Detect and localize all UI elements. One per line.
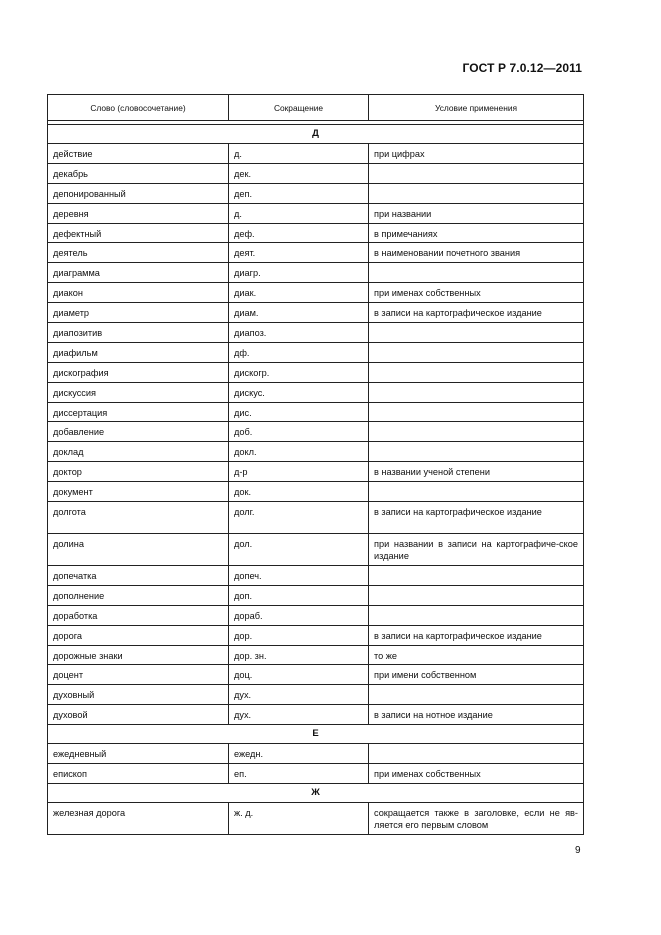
condition-cell — [369, 342, 584, 362]
section-letter-row — [48, 725, 584, 744]
abbreviation-cell: докл. — [229, 442, 369, 462]
word-cell: дополнение — [48, 585, 229, 605]
abbreviation-cell: диак. — [229, 283, 369, 303]
word-cell: железная дорога — [48, 802, 229, 834]
word-cell: духовный — [48, 685, 229, 705]
condition-cell: в наименовании почетного звания — [369, 243, 584, 263]
abbreviation-cell: дораб. — [229, 605, 369, 625]
table-row — [48, 605, 584, 625]
table-row — [48, 802, 584, 834]
table-row — [48, 625, 584, 645]
condition-cell: в записи на картографическое издание — [369, 625, 584, 645]
abbreviation-cell: д. — [229, 203, 369, 223]
table-row — [48, 482, 584, 502]
condition-cell: при названии в записи на картографиче-ское издание — [369, 534, 584, 566]
word-cell: дорожные знаки — [48, 645, 229, 665]
word-cell: дефектный — [48, 223, 229, 243]
table-row — [48, 645, 584, 665]
condition-cell: сокращается также в заголовке, если не яв-ляется его первым словом — [369, 802, 584, 834]
abbreviation-cell: д-р — [229, 462, 369, 482]
table-row — [48, 144, 584, 164]
condition-cell — [369, 323, 584, 343]
condition-cell — [369, 605, 584, 625]
abbreviation-cell: дух. — [229, 705, 369, 725]
word-cell: добавление — [48, 422, 229, 442]
abbreviation-cell: доп. — [229, 585, 369, 605]
abbreviation-cell: деф. — [229, 223, 369, 243]
abbreviation-table — [47, 94, 584, 835]
table-row — [48, 203, 584, 223]
abbreviation-cell: дух. — [229, 685, 369, 705]
abbreviation-cell: дискогр. — [229, 362, 369, 382]
condition-cell — [369, 442, 584, 462]
abbreviation-cell: дф. — [229, 342, 369, 362]
table-row — [48, 243, 584, 263]
word-cell: дискография — [48, 362, 229, 382]
table-row — [48, 442, 584, 462]
word-cell: диакон — [48, 283, 229, 303]
section-letter-row — [48, 783, 584, 802]
condition-cell — [369, 402, 584, 422]
condition-cell — [369, 263, 584, 283]
word-cell: диссертация — [48, 402, 229, 422]
table-row — [48, 705, 584, 725]
abbreviation-cell: дор. зн. — [229, 645, 369, 665]
table-row — [48, 585, 584, 605]
condition-cell: в записи на картографическое издание — [369, 303, 584, 323]
word-cell: диаметр — [48, 303, 229, 323]
abbreviation-cell: деп. — [229, 183, 369, 203]
word-cell: депонированный — [48, 183, 229, 203]
abbreviation-cell: доб. — [229, 422, 369, 442]
abbreviation-cell: допеч. — [229, 566, 369, 586]
condition-cell: при имени собственном — [369, 665, 584, 685]
condition-cell: в записи на картографическое издание — [369, 502, 584, 534]
abbreviation-cell: д. — [229, 144, 369, 164]
document-code: ГОСТ Р 7.0.12—2011 — [462, 61, 582, 75]
condition-cell: при именах собственных — [369, 764, 584, 784]
word-cell: доклад — [48, 442, 229, 462]
word-cell: долгота — [48, 502, 229, 534]
table-row — [48, 382, 584, 402]
condition-cell — [369, 585, 584, 605]
table-row — [48, 323, 584, 343]
word-cell: документ — [48, 482, 229, 502]
table-row — [48, 685, 584, 705]
abbreviation-cell: дек. — [229, 163, 369, 183]
table-body — [48, 121, 584, 835]
condition-cell: в записи на нотное издание — [369, 705, 584, 725]
table-row — [48, 163, 584, 183]
word-cell: диаграмма — [48, 263, 229, 283]
word-cell: доктор — [48, 462, 229, 482]
word-cell: ежедневный — [48, 744, 229, 764]
table-row — [48, 362, 584, 382]
section-letter: Е — [48, 725, 584, 744]
condition-cell: при цифрах — [369, 144, 584, 164]
condition-cell — [369, 362, 584, 382]
table-row — [48, 502, 584, 534]
condition-cell: при именах собственных — [369, 283, 584, 303]
word-cell: декабрь — [48, 163, 229, 183]
condition-cell: то же — [369, 645, 584, 665]
abbreviation-cell: еп. — [229, 764, 369, 784]
condition-cell — [369, 566, 584, 586]
word-cell: действие — [48, 144, 229, 164]
word-cell: деятель — [48, 243, 229, 263]
table-row — [48, 534, 584, 566]
word-cell: долина — [48, 534, 229, 566]
word-cell: деревня — [48, 203, 229, 223]
section-letter: Ж — [48, 783, 584, 802]
word-cell: диапозитив — [48, 323, 229, 343]
abbreviation-cell: долг. — [229, 502, 369, 534]
word-cell: диафильм — [48, 342, 229, 362]
table-row — [48, 263, 584, 283]
word-cell: доцент — [48, 665, 229, 685]
condition-cell — [369, 422, 584, 442]
condition-cell: в названии ученой степени — [369, 462, 584, 482]
word-cell: дорога — [48, 625, 229, 645]
table-row — [48, 283, 584, 303]
abbreviation-cell: ж. д. — [229, 802, 369, 834]
table-row — [48, 183, 584, 203]
word-cell: доработка — [48, 605, 229, 625]
word-cell: допечатка — [48, 566, 229, 586]
condition-cell — [369, 744, 584, 764]
abbreviation-cell: дор. — [229, 625, 369, 645]
condition-cell — [369, 482, 584, 502]
table-header-row — [48, 95, 584, 121]
table-row — [48, 342, 584, 362]
abbreviation-cell: ежедн. — [229, 744, 369, 764]
abbreviation-cell: доц. — [229, 665, 369, 685]
abbreviation-cell: диам. — [229, 303, 369, 323]
column-header-abbreviation: Сокращение — [229, 95, 369, 121]
table-row — [48, 422, 584, 442]
condition-cell — [369, 183, 584, 203]
abbreviation-cell: дискус. — [229, 382, 369, 402]
column-header-word: Слово (словосочетание) — [48, 95, 229, 121]
table-row — [48, 764, 584, 784]
table-row — [48, 462, 584, 482]
table-row — [48, 303, 584, 323]
table-row — [48, 402, 584, 422]
table-row — [48, 665, 584, 685]
table-row — [48, 744, 584, 764]
word-cell: епископ — [48, 764, 229, 784]
abbreviation-cell: дол. — [229, 534, 369, 566]
condition-cell — [369, 163, 584, 183]
abbreviation-cell: дис. — [229, 402, 369, 422]
condition-cell — [369, 382, 584, 402]
word-cell: дискуссия — [48, 382, 229, 402]
word-cell: духовой — [48, 705, 229, 725]
column-header-condition: Условие применения — [369, 95, 584, 121]
section-letter: Д — [48, 125, 584, 144]
page-number: 9 — [575, 845, 581, 856]
abbreviation-cell: деят. — [229, 243, 369, 263]
condition-cell: при названии — [369, 203, 584, 223]
abbreviation-cell: диапоз. — [229, 323, 369, 343]
condition-cell — [369, 685, 584, 705]
section-letter-row — [48, 125, 584, 144]
table-row — [48, 566, 584, 586]
abbreviation-cell: док. — [229, 482, 369, 502]
abbreviation-cell: диагр. — [229, 263, 369, 283]
table-row — [48, 223, 584, 243]
condition-cell: в примечаниях — [369, 223, 584, 243]
